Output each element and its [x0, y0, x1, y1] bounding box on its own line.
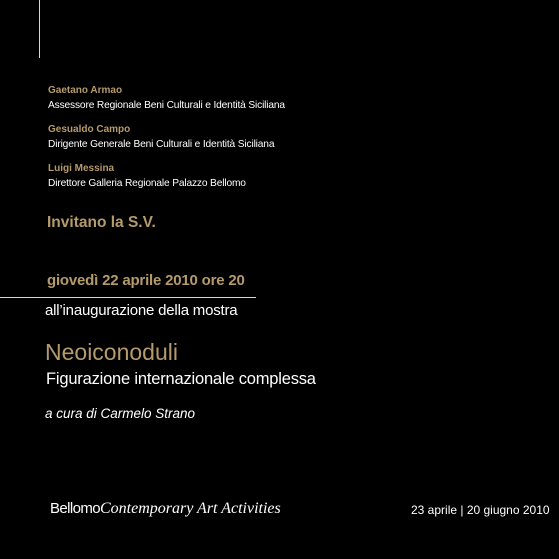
host-role-3: Direttore Galleria Regionale Palazzo Bellomo	[48, 178, 246, 189]
horizontal-rule	[0, 297, 256, 298]
event-date: giovedì 22 aprile 2010 ore 20	[47, 272, 245, 289]
host-name-3: Luigi Messina	[48, 163, 115, 174]
vertical-rule	[39, 0, 40, 58]
exhibition-subtitle: Figurazione internazionale complessa	[46, 370, 316, 388]
curator-credit: a cura di Carmelo Strano	[45, 406, 196, 421]
host-role-2: Dirigente Generale Beni Culturali e Identità Siciliana	[48, 139, 275, 150]
host-name-2: Gesualdo Campo	[48, 124, 131, 135]
bellomo-logo	[50, 500, 281, 518]
logo-serif-text: Contemporary Art Activities	[100, 500, 281, 517]
exhibition-title: Neoiconoduli	[45, 339, 178, 365]
invitation-line: Invitano la S.V.	[47, 214, 156, 231]
host-role-1: Assessore Regionale Beni Culturali e Identità Siciliana	[48, 100, 285, 111]
host-name-1: Gaetano Armao	[48, 85, 123, 96]
exhibition-dates: 23 aprile | 20 giugno 2010	[411, 503, 550, 517]
inauguration-text: all’inaugurazione della mostra	[45, 302, 238, 319]
logo-sans-text: Bellomo	[50, 500, 100, 517]
